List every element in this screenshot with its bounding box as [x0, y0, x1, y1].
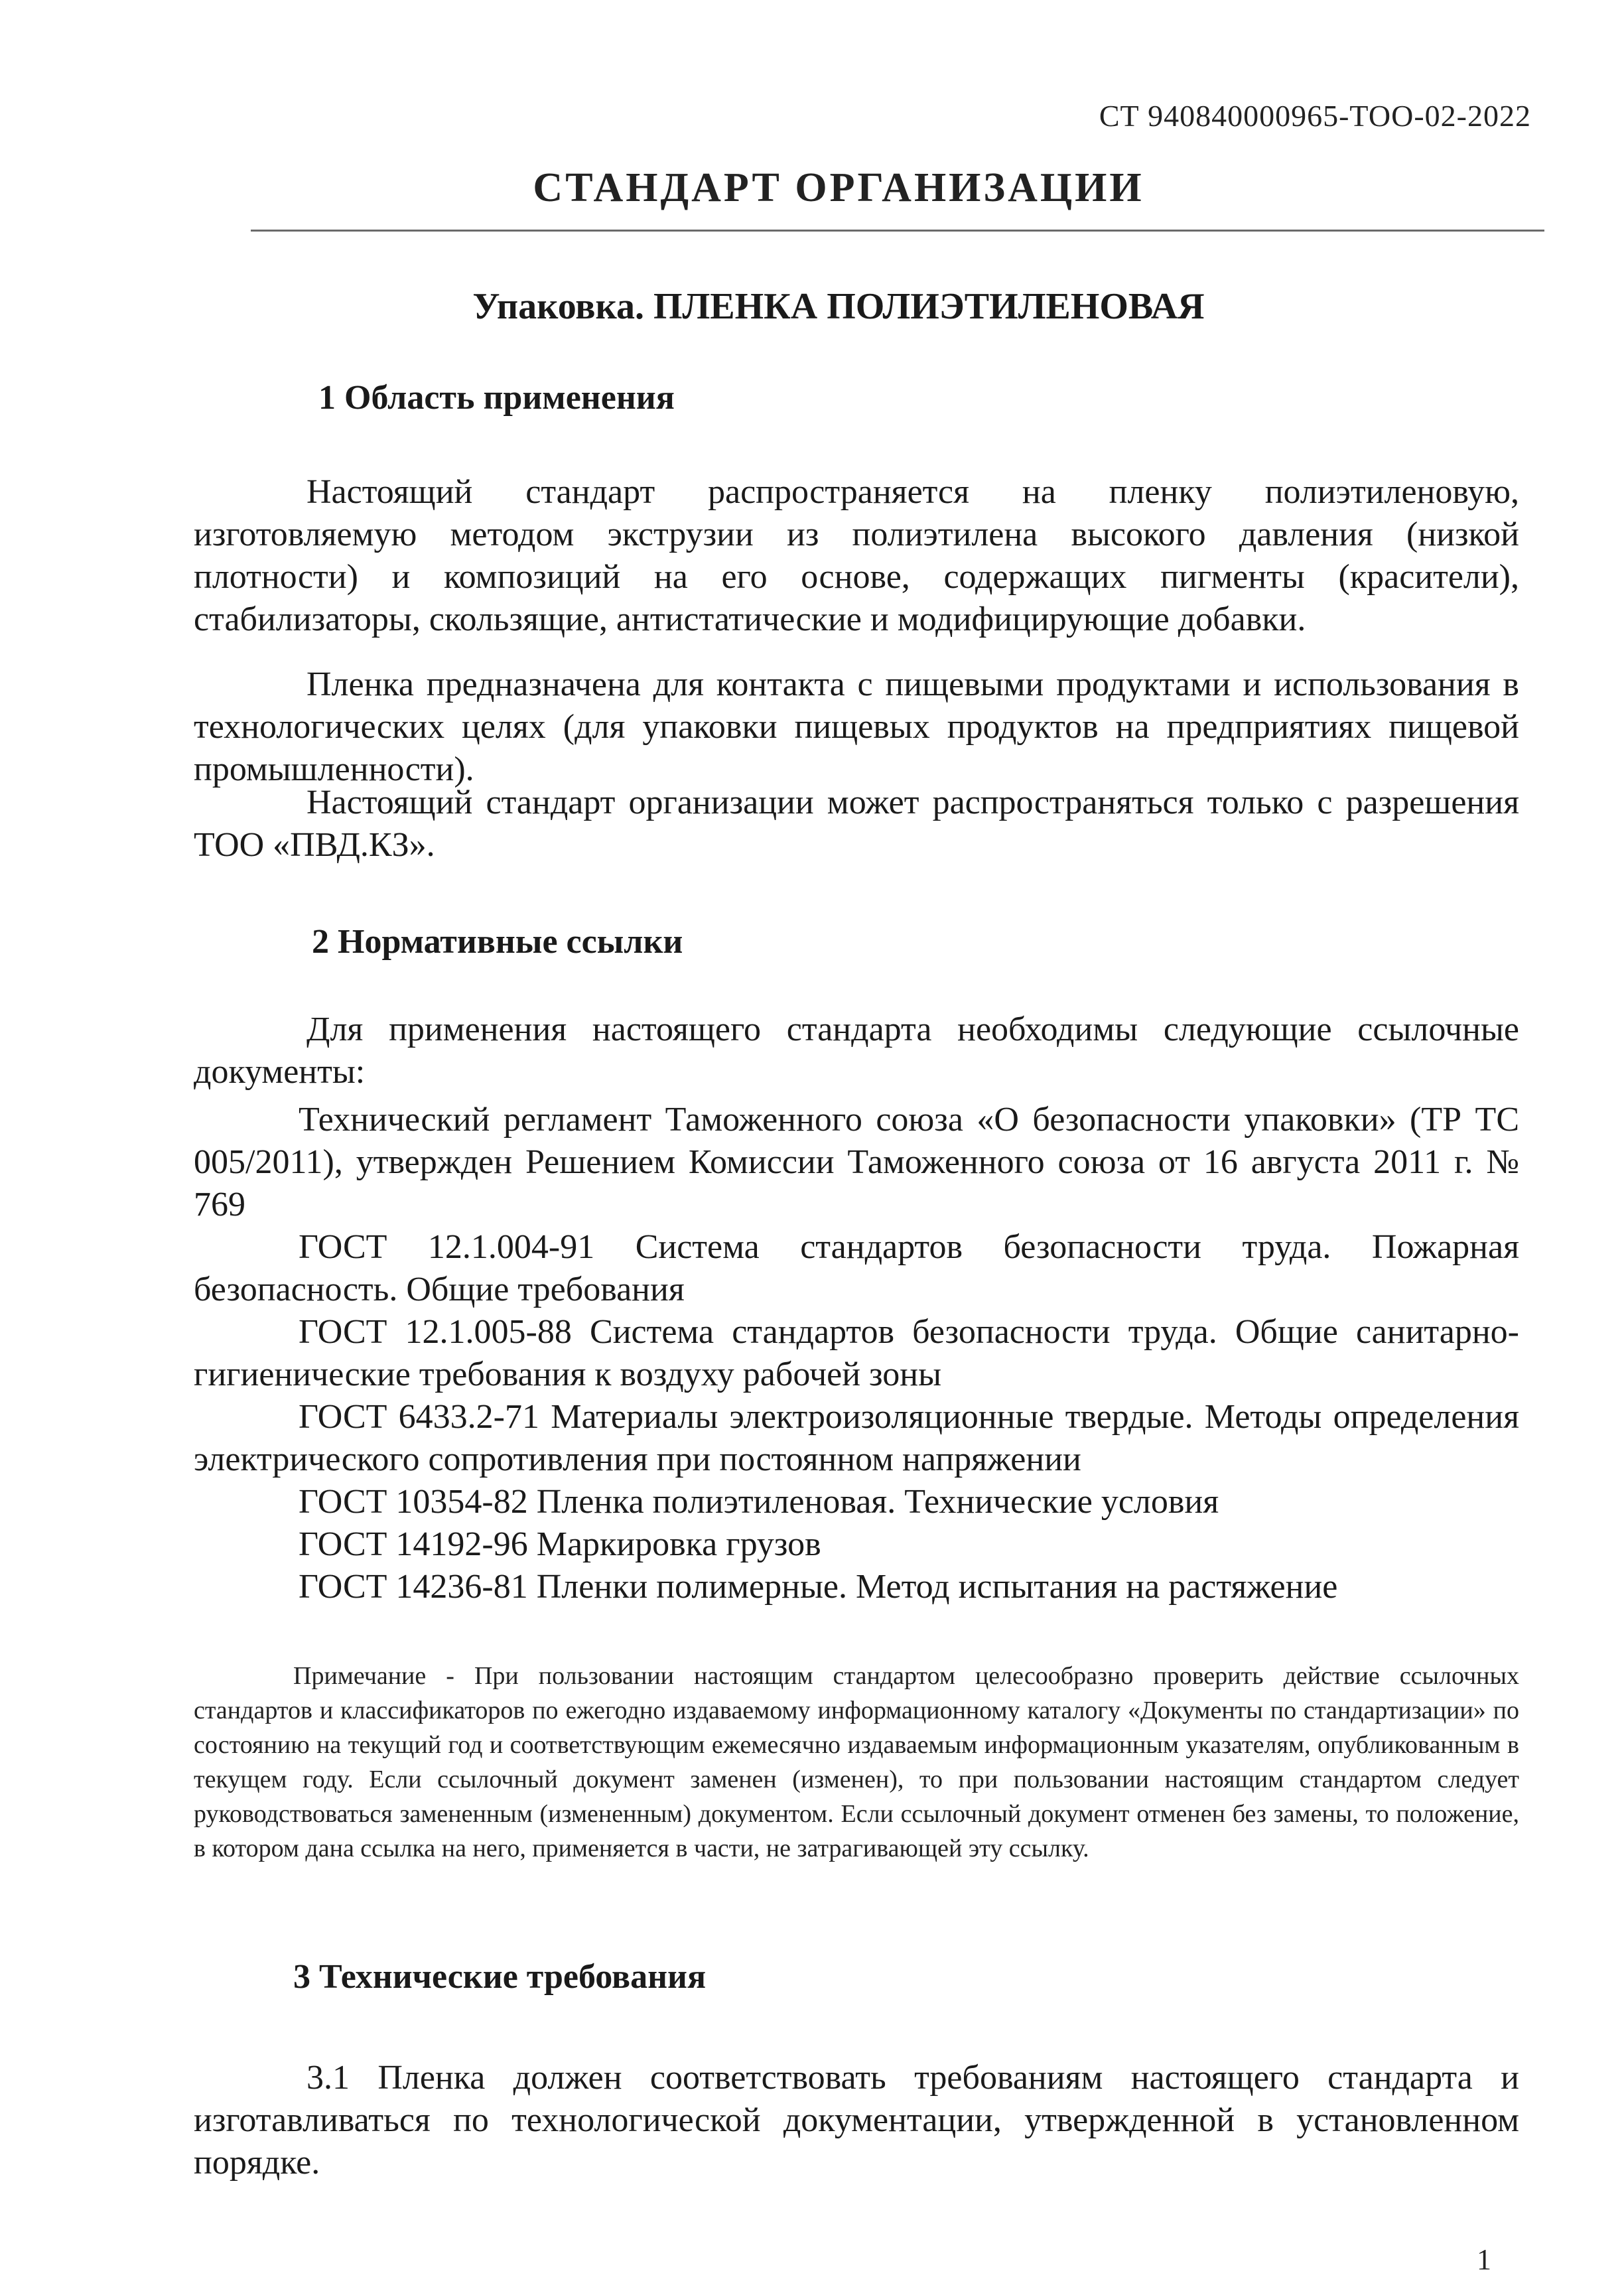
references-note-text: Примечание - При пользовании настоящим стандартом целесообразно проверить действие ссылочных стандартов и классификаторов по ежегодно издаваемому информационному каталогу «Документы по стандартизации» по состоянию на текущий год и соответствующим ежемесячно издаваемым информационным указателям, опубликованным в текущем году. Если ссылочный документ заменен (изменен), то при пользовании настоящим стандартом следует руководствоваться замененным (измененным) документом. Если ссылочный документ отменен без замены, то положение, в котором дана ссылка на него, применяется в части, не затрагивающей эту ссылку.	[194, 1662, 1519, 1862]
section-1-paragraph-1-text: Настоящий стандарт распространяется на пленку полиэтиленовую, изготовляемую методом экструзии из полиэтилена высокого давления (низкой плотности) и композиций на его основе, содержащих пигменты (красители), стабилизаторы, скользящие, антистатические и модифицирующие добавки.	[194, 473, 1519, 638]
section-1-paragraph-2	[194, 663, 1519, 791]
normative-references-list	[194, 1099, 1519, 1608]
reference-item: ГОСТ 12.1.004-91 Система стандартов безопасности труда. Пожарная безопасность. Общие требования	[194, 1228, 1519, 1308]
reference-item: ГОСТ 6433.2-71 Материалы электроизоляционные твердые. Методы определения электрического сопротивления при постоянном напряжении	[194, 1398, 1519, 1478]
section-2-intro	[194, 1008, 1519, 1093]
references-note	[194, 1659, 1519, 1866]
section-1-heading: 1 Область применения	[318, 379, 675, 417]
section-1-paragraph-2-text: Пленка предназначена для контакта с пищевыми продуктами и использования в технологических целях (для упаковки пищевых продуктов на предприятиях пищевой промышленности).	[194, 665, 1519, 788]
reference-item: ГОСТ 10354-82 Пленка полиэтиленовая. Технические условия	[299, 1483, 1219, 1521]
section-2-heading: 2 Нормативные ссылки	[312, 923, 683, 961]
document-kind: СТАНДАРТ ОРГАНИЗАЦИИ	[533, 165, 1144, 210]
page-number: 1	[1477, 2243, 1491, 2276]
document-code: СТ 940840000965-ТОО-02-2022	[1099, 99, 1531, 133]
reference-item: ГОСТ 12.1.005-88 Система стандартов безопасности труда. Общие санитарно-гигиенические требования к воздуху рабочей зоны	[194, 1313, 1519, 1393]
section-3-paragraph-1	[194, 2057, 1519, 2184]
reference-item: ГОСТ 14236-81 Пленки полимерные. Метод испытания на растяжение	[299, 1568, 1338, 1606]
section-3-heading: 3 Технические требования	[293, 1958, 707, 1996]
section-2-intro-text: Для применения настоящего стандарта необходимы следующие ссылочные документы:	[194, 1010, 1519, 1091]
header-divider	[251, 230, 1544, 232]
reference-item: ГОСТ 14192-96 Маркировка грузов	[299, 1525, 821, 1563]
reference-item: Технический регламент Таможенного союза «О безопасности упаковки» (ТР ТС 005/2011), утвержден Решением Комиссии Таможенного союза от 16 августа 2011 г. № 769	[194, 1101, 1519, 1223]
document-title: Упаковка. ПЛЕНКА ПОЛИЭТИЛЕНОВАЯ	[472, 286, 1205, 327]
section-1-paragraph-3-text: Настоящий стандарт организации может распространяться только с разрешения ТОО «ПВД.КЗ».	[194, 784, 1519, 864]
section-1-paragraph-3	[194, 782, 1519, 867]
section-3-paragraph-1-text: 3.1 Пленка должен соответствовать требованиям настоящего стандарта и изготавливаться по технологической документации, утвержденной в установленном порядке.	[194, 2059, 1519, 2182]
section-1-paragraph-1	[194, 471, 1519, 641]
